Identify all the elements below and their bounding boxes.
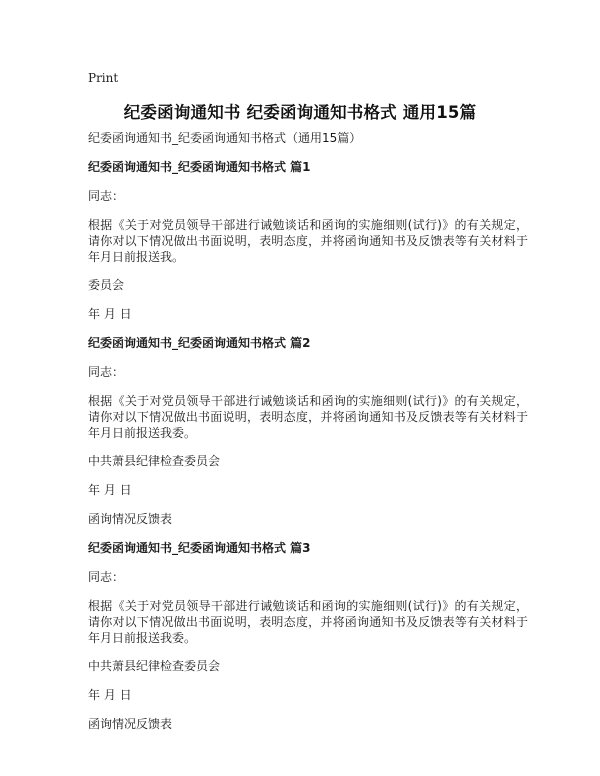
section-signature: 中共萧县纪律检查委员会: [88, 454, 221, 468]
section-greeting: 同志：: [88, 189, 125, 203]
section-signature: 委员会: [88, 278, 125, 292]
section-1: [88, 159, 528, 323]
print-label[interactable]: Print: [88, 71, 119, 85]
section-heading: 纪委函询通知书_纪委函询通知书格式 篇1: [88, 160, 311, 174]
section-heading: 纪委函询通知书_纪委函询通知书格式 篇2: [88, 336, 311, 350]
section-body: 根据《关于对党员领导干部进行诫勉谈话和函询的实施细则(试行)》的有关规定，请你对以下情况做出书面说明，表明态度，并将函询通知书及反馈表等有关材料于年月日前报送我委。: [88, 599, 528, 645]
section-greeting: 同志：: [88, 365, 125, 379]
section-3: [88, 540, 528, 733]
section-date: 年 月 日: [88, 688, 132, 702]
page-title: 纪委函询通知书 纪委函询通知书格式 通用15篇: [123, 103, 477, 122]
document-body: [88, 130, 528, 745]
section-date: 年 月 日: [88, 307, 132, 321]
document-subtitle: 纪委函询通知书_纪委函询通知书格式（通用15篇）: [88, 131, 362, 145]
section-heading: 纪委函询通知书_纪委函询通知书格式 篇3: [88, 541, 311, 555]
section-signature: 中共萧县纪律检查委员会: [88, 659, 221, 673]
section-2: [88, 335, 528, 528]
section-body: 根据《关于对党员领导干部进行诫勉谈话和函询的实施细则(试行)》的有关规定，请你对以下情况做出书面说明，表明态度，并将函询通知书及反馈表等有关材料于年月日前报送我。: [88, 218, 528, 264]
section-date: 年 月 日: [88, 483, 132, 497]
section-footer: 函询情况反馈表: [88, 717, 173, 731]
section-footer: 函询情况反馈表: [88, 512, 173, 526]
section-greeting: 同志：: [88, 570, 125, 584]
section-body: 根据《关于对党员领导干部进行诫勉谈话和函询的实施细则(试行)》的有关规定，请你对以下情况做出书面说明，表明态度，并将函询通知书及反馈表等有关材料于年月日前报送我委。: [88, 394, 528, 440]
